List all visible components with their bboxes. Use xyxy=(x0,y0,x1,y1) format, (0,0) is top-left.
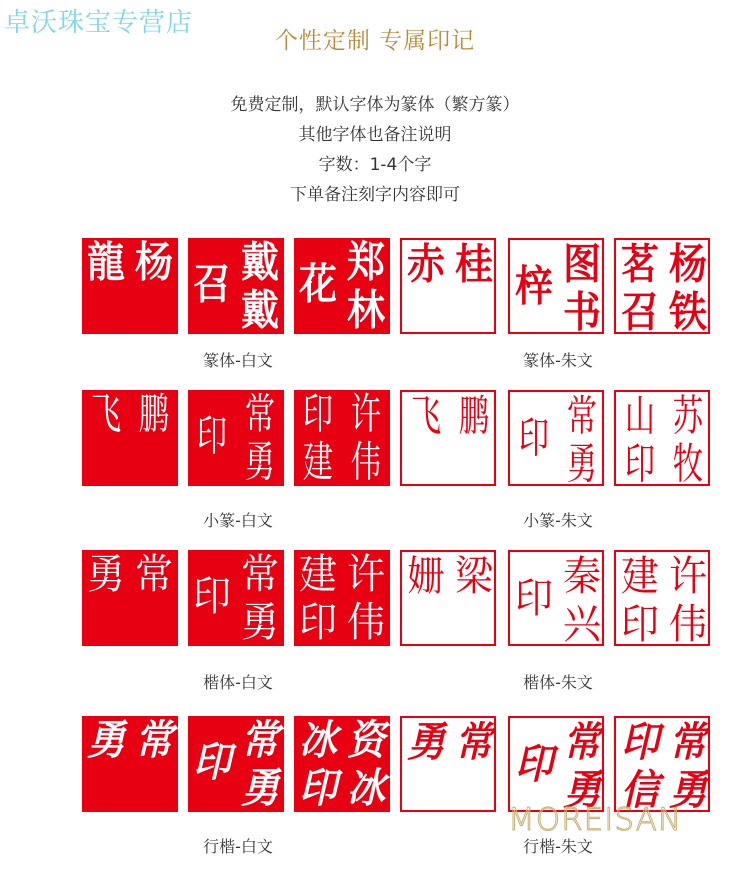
seal-sample-white-text xyxy=(188,716,284,812)
seal-sample-red-text xyxy=(508,390,604,486)
seal-character: 梓 xyxy=(514,260,553,311)
seal-sample-red-text xyxy=(614,550,710,646)
seal-sample-white-text xyxy=(82,716,178,812)
seal-sample-red-text xyxy=(508,238,604,334)
seal-character: 冰 xyxy=(298,716,337,764)
seal-sample-white-text xyxy=(294,238,390,334)
seal-character: 图 xyxy=(562,238,601,289)
seal-character: 伟 xyxy=(346,598,385,646)
note-line: 字数：1-4个字 xyxy=(318,155,432,175)
seal-character: 鹏 xyxy=(458,391,490,441)
seal-character: 许 xyxy=(350,390,382,439)
seal-style-caption: 楷体-白文 xyxy=(203,673,273,692)
seal-character: 林 xyxy=(346,284,385,334)
seal-character: 常 xyxy=(134,550,173,598)
seal-sample-red-text xyxy=(400,716,496,812)
note-line: 免费定制，默认字体为篆体（繁方篆） xyxy=(230,95,520,115)
note-line: 其他字体也备注说明 xyxy=(298,125,452,145)
seal-character: 许 xyxy=(668,552,707,600)
seal-style-caption: 篆体-朱文 xyxy=(523,351,593,370)
seal-character: 杨 xyxy=(668,238,707,289)
seal-character: 常 xyxy=(454,717,493,766)
seal-character: 资 xyxy=(346,716,385,764)
seal-style-caption: 小篆-白文 xyxy=(203,511,273,530)
note-line: 下单备注刻字内容即可 xyxy=(290,185,460,205)
seal-character: 常 xyxy=(134,716,173,764)
seal-sample-red-text xyxy=(508,550,604,646)
seal-character: 印 xyxy=(192,737,231,786)
seal-character: 印 xyxy=(196,411,228,461)
seal-character: 勇 xyxy=(566,439,598,486)
seal-sample-red-text xyxy=(614,716,710,812)
seal-character: 印 xyxy=(514,574,553,622)
seal-character: 常 xyxy=(668,717,707,766)
seal-character: 伟 xyxy=(668,600,707,646)
seal-sample-white-text xyxy=(294,716,390,812)
seal-character: 勇 xyxy=(240,763,279,812)
seal-sample-red-text xyxy=(400,550,496,646)
seal-sample-red-text xyxy=(614,238,710,334)
seal-sample-red-text xyxy=(400,238,496,334)
seal-character: 鹏 xyxy=(138,390,170,439)
seal-character: 许 xyxy=(346,550,385,598)
seal-character: 戴 xyxy=(240,238,279,287)
seal-character: 书 xyxy=(562,286,601,334)
seal-character: 常 xyxy=(562,717,601,766)
seal-character: 印 xyxy=(518,413,550,463)
seal-character: 印 xyxy=(192,572,231,620)
page-headline: 个性定制 专属印记 xyxy=(274,28,476,54)
seal-character: 姗 xyxy=(406,552,445,600)
seal-character: 勇 xyxy=(240,598,279,646)
customization-notes xyxy=(0,90,750,210)
seal-character: 飞 xyxy=(90,390,122,439)
seal-character: 牧 xyxy=(672,439,704,486)
seal-character: 伟 xyxy=(350,437,382,486)
seal-character: 勇 xyxy=(86,550,125,598)
shop-name-watermark: 卓沃珠宝专营店 xyxy=(4,8,194,38)
seal-character: 兴 xyxy=(562,600,601,646)
seal-sample-white-text xyxy=(82,390,178,486)
seal-character: 花 xyxy=(298,258,337,309)
seal-character: 赤 xyxy=(406,238,445,289)
seal-sample-red-text xyxy=(508,716,604,812)
seal-style-caption: 楷体-朱文 xyxy=(523,673,593,692)
seal-style-caption: 小篆-朱文 xyxy=(523,511,593,530)
seal-character: 印 xyxy=(298,763,337,812)
seal-character: 苏 xyxy=(672,391,704,441)
seal-character: 冰 xyxy=(346,763,385,812)
seal-style-caption: 行楷-白文 xyxy=(203,837,273,856)
seal-sample-white-text xyxy=(82,550,178,646)
seal-sample-white-text xyxy=(82,238,178,334)
seal-character: 常 xyxy=(566,391,598,441)
seal-style-caption: 篆体-白文 xyxy=(203,351,273,370)
seal-sample-white-text xyxy=(294,550,390,646)
seal-character: 召 xyxy=(192,258,231,309)
seal-character: 铁 xyxy=(668,286,707,334)
seal-character: 印 xyxy=(298,598,337,646)
seal-character: 常 xyxy=(240,716,279,764)
seal-character: 秦 xyxy=(562,552,601,600)
seal-character: 建 xyxy=(298,550,337,598)
seal-sample-white-text xyxy=(188,550,284,646)
seal-character: 勇 xyxy=(86,716,125,764)
seal-character: 勇 xyxy=(668,765,707,812)
seal-sample-red-text xyxy=(400,390,496,486)
seal-character: 桂 xyxy=(454,238,493,289)
seal-style-caption: 行楷-朱文 xyxy=(523,837,593,856)
seal-character: 山 xyxy=(624,391,656,441)
seal-character: 勇 xyxy=(562,765,601,812)
seal-character: 茗 xyxy=(620,238,659,289)
seal-character: 杨 xyxy=(134,238,173,287)
seal-character: 建 xyxy=(302,437,334,486)
seal-sample-white-text xyxy=(294,390,390,486)
seal-character: 郑 xyxy=(346,238,385,287)
seal-character: 信 xyxy=(620,765,659,812)
seal-character: 印 xyxy=(620,600,659,646)
seal-sample-red-text xyxy=(614,390,710,486)
seal-character: 常 xyxy=(240,550,279,598)
seal-character: 印 xyxy=(514,739,553,788)
seal-character: 勇 xyxy=(406,717,445,766)
seal-character: 梁 xyxy=(454,552,493,600)
seal-character: 勇 xyxy=(244,437,276,486)
seal-character: 常 xyxy=(244,390,276,439)
seal-character: 飞 xyxy=(410,391,442,441)
seal-character: 印 xyxy=(624,439,656,486)
seal-sample-white-text xyxy=(188,390,284,486)
seal-character: 建 xyxy=(620,552,659,600)
seal-sample-white-text xyxy=(188,238,284,334)
seal-character: 印 xyxy=(302,390,334,439)
seal-character: 印 xyxy=(620,717,659,766)
seal-character: 召 xyxy=(620,286,659,334)
brand-watermark: MOREISAN xyxy=(508,802,683,838)
seal-character: 龍 xyxy=(86,238,125,287)
seal-character: 戴 xyxy=(240,284,279,334)
